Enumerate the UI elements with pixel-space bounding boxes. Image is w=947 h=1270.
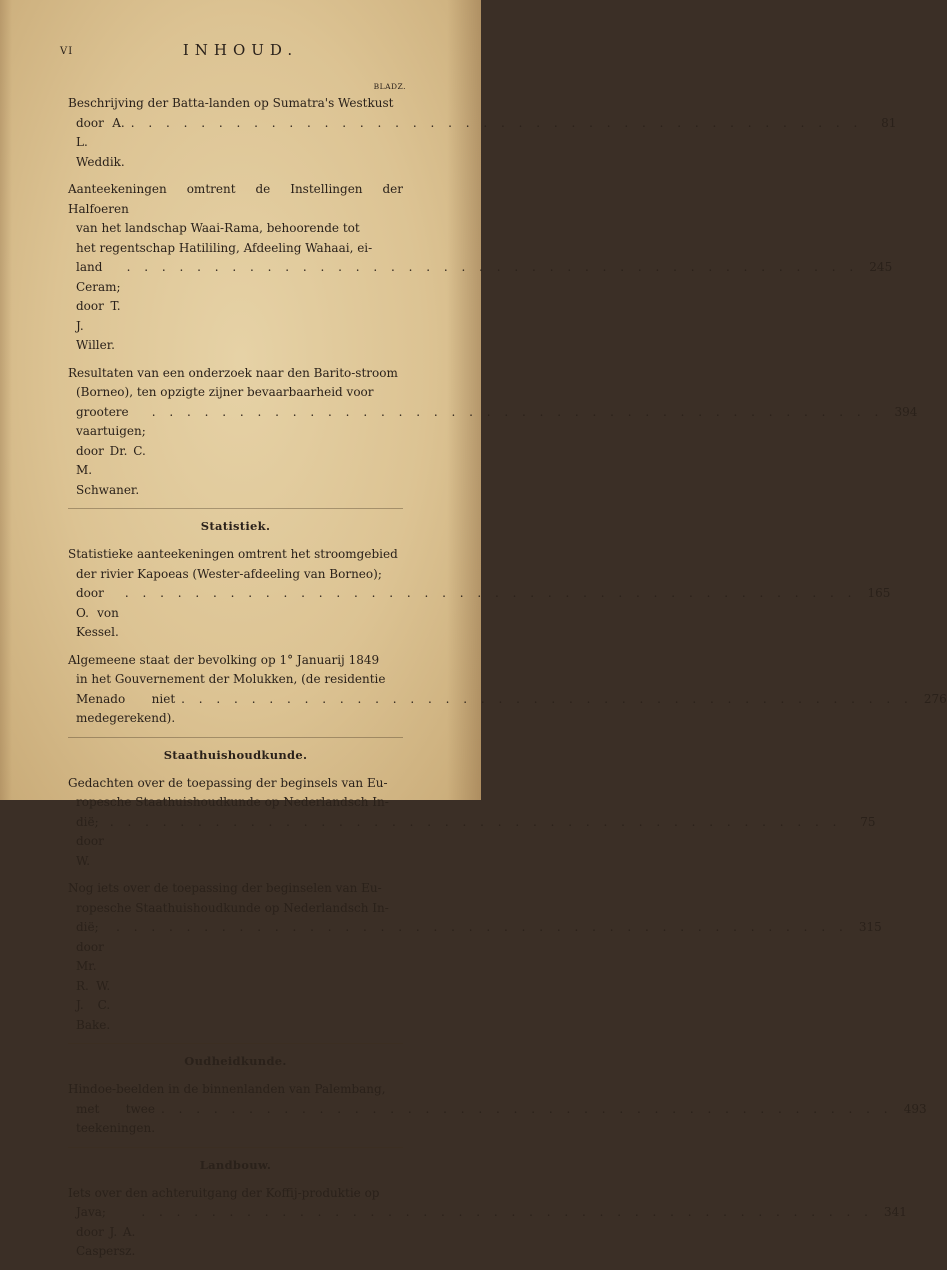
toc-page-number: 245 (869, 260, 893, 274)
toc-entry (68, 1184, 907, 1262)
dot-leader (110, 813, 842, 833)
toc-entry-line: Statistieke aanteekeningen omtrent het stroomgebied (68, 547, 398, 561)
toc-entry-line: (Borneo), ten opzigte zijner bevaarbaarheid voor (76, 385, 374, 399)
section-divider (68, 737, 403, 738)
toc-page-number: 493 (903, 1101, 927, 1116)
section-divider (68, 508, 403, 509)
toc-entry-line: Resultaten van een onderzoek naar den Barito-stroom (68, 365, 398, 380)
toc-entry (68, 879, 882, 1035)
toc-entry-author: Java; door J. A. Caspersz. (76, 1205, 136, 1258)
toc-entry (68, 774, 876, 872)
toc-entry-line: ropesche Staathuishoudkunde op Nederlandsch In- (76, 900, 389, 915)
toc-page-number: 75 (860, 814, 876, 829)
dot-leader (152, 403, 884, 423)
toc-entry-last-line (68, 114, 897, 173)
section-heading: Staathuishoudkunde. (163, 747, 308, 762)
toc-entry-author: grootere vaartuigen; door Dr. C. M. Schwaner. (76, 404, 146, 497)
toc-entry-last-line (68, 584, 891, 643)
toc-entry-author: met twee teekeningen. (76, 1101, 156, 1135)
dot-leader (141, 1203, 873, 1223)
toc-entry-last-line (68, 813, 876, 872)
toc-entry-author: door O. von Kessel. (76, 586, 119, 639)
toc-entry-author: door A. L. Weddik. (76, 115, 125, 169)
toc-entry (68, 651, 947, 729)
toc-entry-last-line (68, 690, 947, 729)
toc-entry (68, 1080, 927, 1139)
toc-entry-author: dië; door W. (76, 814, 104, 868)
dot-leader (125, 584, 857, 604)
toc-entry (68, 94, 897, 172)
toc-entry-last-line (68, 918, 882, 1035)
page-number: VI (60, 46, 74, 57)
toc-page-number: 276 (923, 691, 947, 706)
toc-entry-line: Algemeene staat der bevolking op 1° Januarij 1849 (68, 652, 380, 667)
toc-page-number: 394 (894, 404, 918, 419)
toc-page-number: 165 (867, 586, 891, 600)
section-heading: Oudheidkunde. (184, 1054, 287, 1068)
page-column-label: BLADZ. (373, 82, 406, 91)
toc-entry-line: het regentschap Hatililing, Afdeeling Wahaai, ei- (76, 240, 373, 255)
toc-entry-line: in het Gouvernement der Molukken, (de residentie (76, 672, 386, 686)
dot-leader (127, 258, 859, 278)
dot-leader (131, 114, 863, 134)
page-left-shadow (0, 0, 12, 800)
section-divider (68, 1043, 403, 1044)
toc-page-number: 341 (884, 1205, 907, 1219)
toc-entry-line: Hindoe-beelden in de binnenlanden van Palembang, (68, 1082, 386, 1096)
toc-entry-last-line (68, 1100, 927, 1139)
dot-leader (181, 690, 913, 710)
section-divider (68, 1147, 403, 1148)
toc-entry-last-line (68, 258, 893, 356)
toc-entry-last-line (68, 1203, 907, 1262)
toc-entry (68, 364, 918, 501)
toc-entry-line: Gedachten over de toepassing der beginsels van Eu- (68, 775, 388, 790)
toc-entry-line: Beschrijving der Batta-landen op Sumatra's Westkust (68, 96, 394, 110)
toc-entry-line: van het landschap Waai-Rama, behoorende tot (76, 221, 360, 235)
toc-entry-author: Menado niet medegerekend). (76, 691, 176, 725)
section-heading: Statistiek. (200, 519, 271, 533)
toc-entry-line: der rivier Kapoeas (Wester-afdeeling van Borneo); (76, 566, 382, 581)
dot-leader (116, 918, 848, 938)
toc-page-number: 315 (858, 920, 882, 934)
toc-entry-author: land Ceram; door T. J. Willer. (76, 260, 121, 352)
toc-entry-line: Aanteekeningen omtrent de Instellingen der Halfoeren (68, 182, 403, 216)
toc-entry-line: Iets over den achteruitgang der Koffij-produktie op (68, 1185, 380, 1200)
table-of-contents (68, 94, 947, 1270)
toc-page-number: 81 (881, 115, 897, 130)
toc-entry-line: ropesche Staathuishoudkunde op Nederlandsch In- (76, 795, 389, 809)
section-heading: Landbouw. (199, 1157, 272, 1172)
toc-entry (68, 545, 891, 643)
toc-entry-author: dië; door Mr. R. W. J. C. Bake. (76, 920, 111, 1032)
page-title: INHOUD. (182, 41, 299, 59)
dot-leader (161, 1100, 893, 1120)
toc-entry-line: Nog iets over de toepassing der beginselen van Eu- (68, 881, 382, 895)
toc-entry-last-line (68, 403, 918, 501)
toc-entry (68, 180, 893, 356)
